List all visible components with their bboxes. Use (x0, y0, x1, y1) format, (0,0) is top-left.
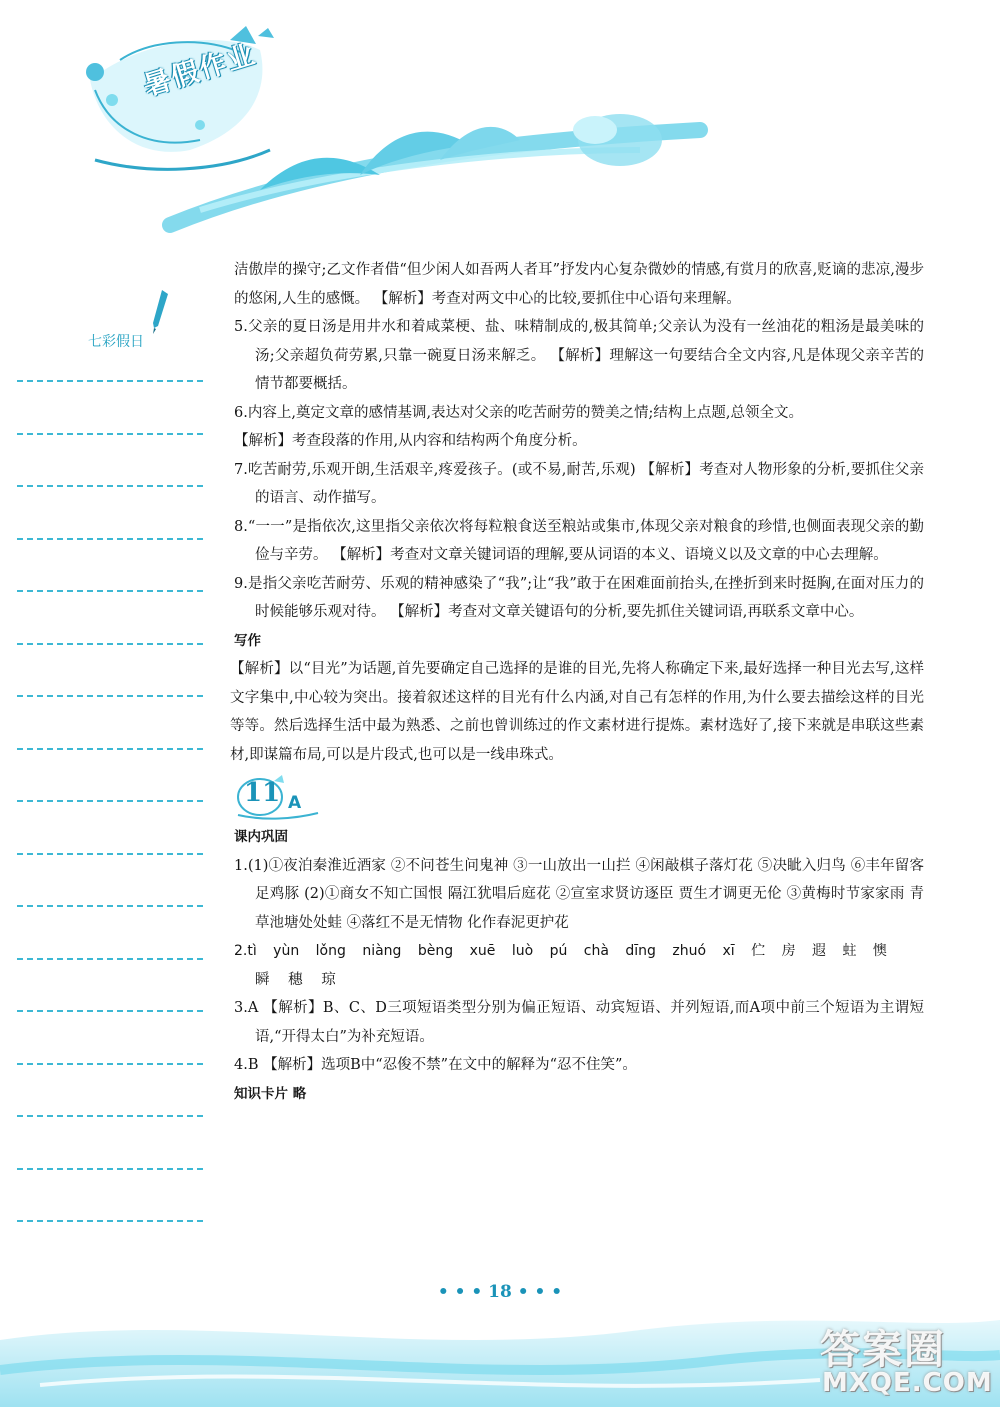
note-line (17, 1220, 203, 1222)
pen-icon (148, 288, 172, 336)
note-line (17, 590, 203, 592)
note-line (17, 485, 203, 487)
note-line (17, 748, 203, 750)
section-heading: 课内巩固 (234, 829, 288, 845)
header-decoration (0, 0, 1000, 240)
sidebar-label: 七彩假日 (88, 334, 144, 350)
note-line (17, 958, 203, 960)
note-line (17, 538, 203, 540)
question-2-continued: 瞬 穗 琼 (255, 971, 336, 988)
header-title: 暑假作业 (140, 38, 261, 103)
answer-content (230, 256, 924, 1108)
watermark-logo-text: 答案圈 (820, 1327, 946, 1373)
question-4: 4.B 【解析】选项B中“忍俊不禁”在文中的解释为“忍不住笑”。 (234, 1057, 637, 1073)
note-line (17, 643, 203, 645)
page-number: • • • 18 • • • (437, 1282, 563, 1302)
answer-continuation: 洁傲岸的操守;乙文作者借“但少闲人如吾两人者耳”抒发内心复杂微妙的情感,有赏月的欣喜,贬谪的悲凉,漫步的悠闲,人生的感慨。 【解析】考查对两文中心的比较,要抓住中心语句来理解。 (234, 262, 924, 307)
knowledge-card: 知识卡片 略 (234, 1085, 307, 1102)
note-line (17, 1168, 203, 1170)
answer-item-6: 6.内容上,奠定文章的感情基调,表达对父亲的吃苦耐劳的赞美之情;结构上点题,总领全文。 (234, 404, 804, 421)
note-line (17, 1010, 203, 1012)
writing-analysis: 【解析】以“目光”为话题,首先要确定自己选择的是谁的目光,先将人称确定下来,最好选择一种目光去写,这样文字集中,中心较为突出。接着叙述这样的目光有什么内涵,对自己有怎样的作用,为什么要去描绘这样的目光等等。然后选择生活中最为熟悉、之前也曾训练过的作文素材进行提炼。素材选好了,接下来就是串联这些素材,即谋篇布局,可以是片段式,也可以是一线串珠式。 (230, 661, 924, 763)
answer-item-6-analysis: 【解析】考查段落的作用,从内容和结构两个角度分析。 (234, 433, 587, 449)
writing-heading: 写作 (234, 632, 261, 649)
watermark-url: MXQE.COM (822, 1368, 993, 1398)
watermark (808, 1318, 993, 1403)
note-line (17, 800, 203, 802)
note-line (17, 380, 203, 382)
answer-item-5: 5.父亲的夏日汤是用井水和着咸菜梗、盐、味精制成的,极其简单;父亲认为没有一丝油花的粗汤是最美味的汤;父亲超负荷劳累,只靠一碗夏日汤来解乏。 【解析】理解这一句要结合全文内容,凡是体现父亲辛苦的情节都要概括。 (234, 319, 924, 392)
section-number: 11 (244, 778, 281, 808)
note-line (17, 433, 203, 435)
answer-item-9: 9.是指父亲吃苦耐劳、乐观的精神感染了“我”;让“我”敢于在困难面前抬头,在挫折到来时挺胸,在面对压力的时候能够乐观对待。 【解析】考查对文章关键语句的分析,要先抓住关键词语,再联系文章中心。 (234, 575, 924, 620)
question-1: 1.(1)①夜泊秦淮近酒家 ②不问苍生问鬼神 ③一山放出一山拦 ④闲敲棋子落灯花 ⑤决眦入归鸟 ⑥丰年留客足鸡豚 (2)①商女不知亡国恨 隔江犹唱后庭花 ②宣室求贤访逐臣 贾生才调更无伦 ③黄梅时节家家雨 青草池塘处处蛙 ④落红不是无情物 化作春泥更护花 (234, 857, 924, 931)
answer-item-7: 7.吃苦耐劳,乐观开朗,生活艰辛,疼爱孩子。(或不易,耐苦,乐观) 【解析】考查对人物形象的分析,要抓住父亲的语言、动作描写。 (234, 461, 924, 506)
answer-item-8: 8.“一一”是指依次,这里指父亲依次将每粒粮食送至粮站或集市,体现父亲对粮食的珍惜,也侧面表现父亲的勤俭与辛劳。 【解析】考查对文章关键词语的理解,要从词语的本义、语境义以及文章的中心去理解。 (234, 518, 924, 563)
note-line (17, 1063, 203, 1065)
section-badge (234, 773, 924, 821)
note-line (17, 853, 203, 855)
question-3: 3.A 【解析】B、C、D三项短语类型分别为偏正短语、动宾短语、并列短语,而A项中前三个短语为主谓短语,“开得太白”为补充短语。 (234, 1000, 924, 1045)
note-line (17, 695, 203, 697)
note-line (17, 1115, 203, 1117)
note-line (17, 905, 203, 907)
question-2: 2.tì yùn lǒng niàng bèng xuē luò pú chà dīng zhuó xī 伫 房 遐 蛀 懊 (234, 943, 887, 959)
section-letter: A (288, 793, 302, 813)
